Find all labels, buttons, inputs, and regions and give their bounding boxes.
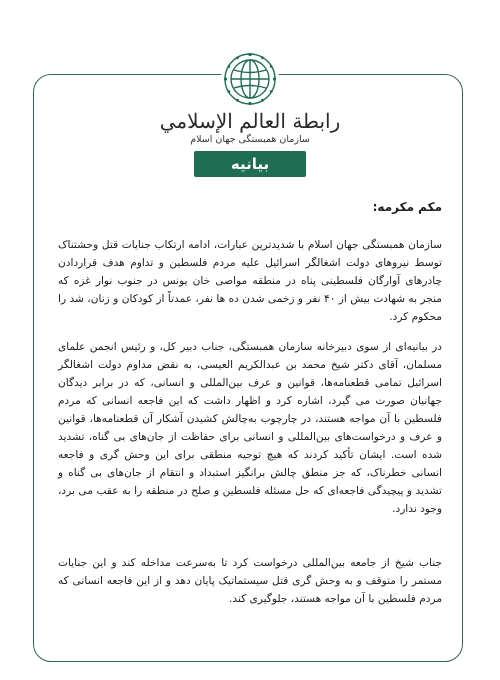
letterhead [0, 50, 500, 177]
organization-name-persian: سازمان همبستگی جهان اسلام [190, 134, 310, 145]
organization-name-arabic: رابطة العالم الإسلامي [152, 109, 348, 133]
body-paragraph-2: در بیانیه‌ای از سوی دبیرخانه سازمان همبستگی، جناب دبیر کل، و رئیس انجمن علمای مسلمان، آقای دکتر شیخ محمد بن عبدالکریم العیسی، به نقض مداوم دولت اشغالگر اسرائیل تمامی قطعنامه‌ها، قوانین و عرف بین‌المللی و انسانی، که در برابر دیدگان جهانیان صورت می گیرد، اشاره کرد و اظهار داشت که این فاجعه انسانی که مردم فلسطین با آن مواجه هستند، در چارچوب به‌چالش کشیدن آشکار آن قطعنامه‌ها، قوانین و عرف و درخواست‌های بین‌المللی و انسانی برای حفاظت از جان‌های بی گناه، تشدید شده است. ایشان تأکید کردند که هیچ توجیه منطقی برای این وحش گری و فاجعه انسانی خطرناک، که جز منطق چالش برانگیز استبداد و انتقام از جان‌های بی گناه و تشدید و پیچیدگی فاجعه‌ای که حل مسئله فلسطین و صلح در منطقه را به عقب می برد، وجود ندارد. [58, 341, 442, 515]
globe-emblem-icon [221, 50, 279, 108]
body-paragraph-3: جناب شیخ از جامعه بین‌المللی درخواست کرد تا به‌سرعت مداخله کند و این جنایات مستمر را متوقف و به وحش گری قتل سیستماتیک پایان دهد و از این فاجعه انسانی که مردم فلسطین با آن مواجه هستند، جلوگیری کند. [58, 557, 442, 605]
statement-badge: بیانیه [194, 151, 306, 177]
salutation: مکم مکرمه: [372, 200, 442, 214]
body-paragraph-1: سازمان همبستگی جهان اسلام با شدیدترین عبارات، ادامه ارتکاب جنایات قتل وحشتناک توسط نیروهای دولت اشغالگر اسرائیل علیه مردم فلسطین و تداوم هدف قراردادن چادرهای آوارگان فلسطینی پناه در منطقه مواصی خان یونس در جنوب نوار غزه که منجر به شهادت بیش از ۴۰ نفر و زخمی شدن ده ها نفر، عمدتاً از کودکان و زنان، شد را محکوم کرد. [58, 239, 442, 323]
